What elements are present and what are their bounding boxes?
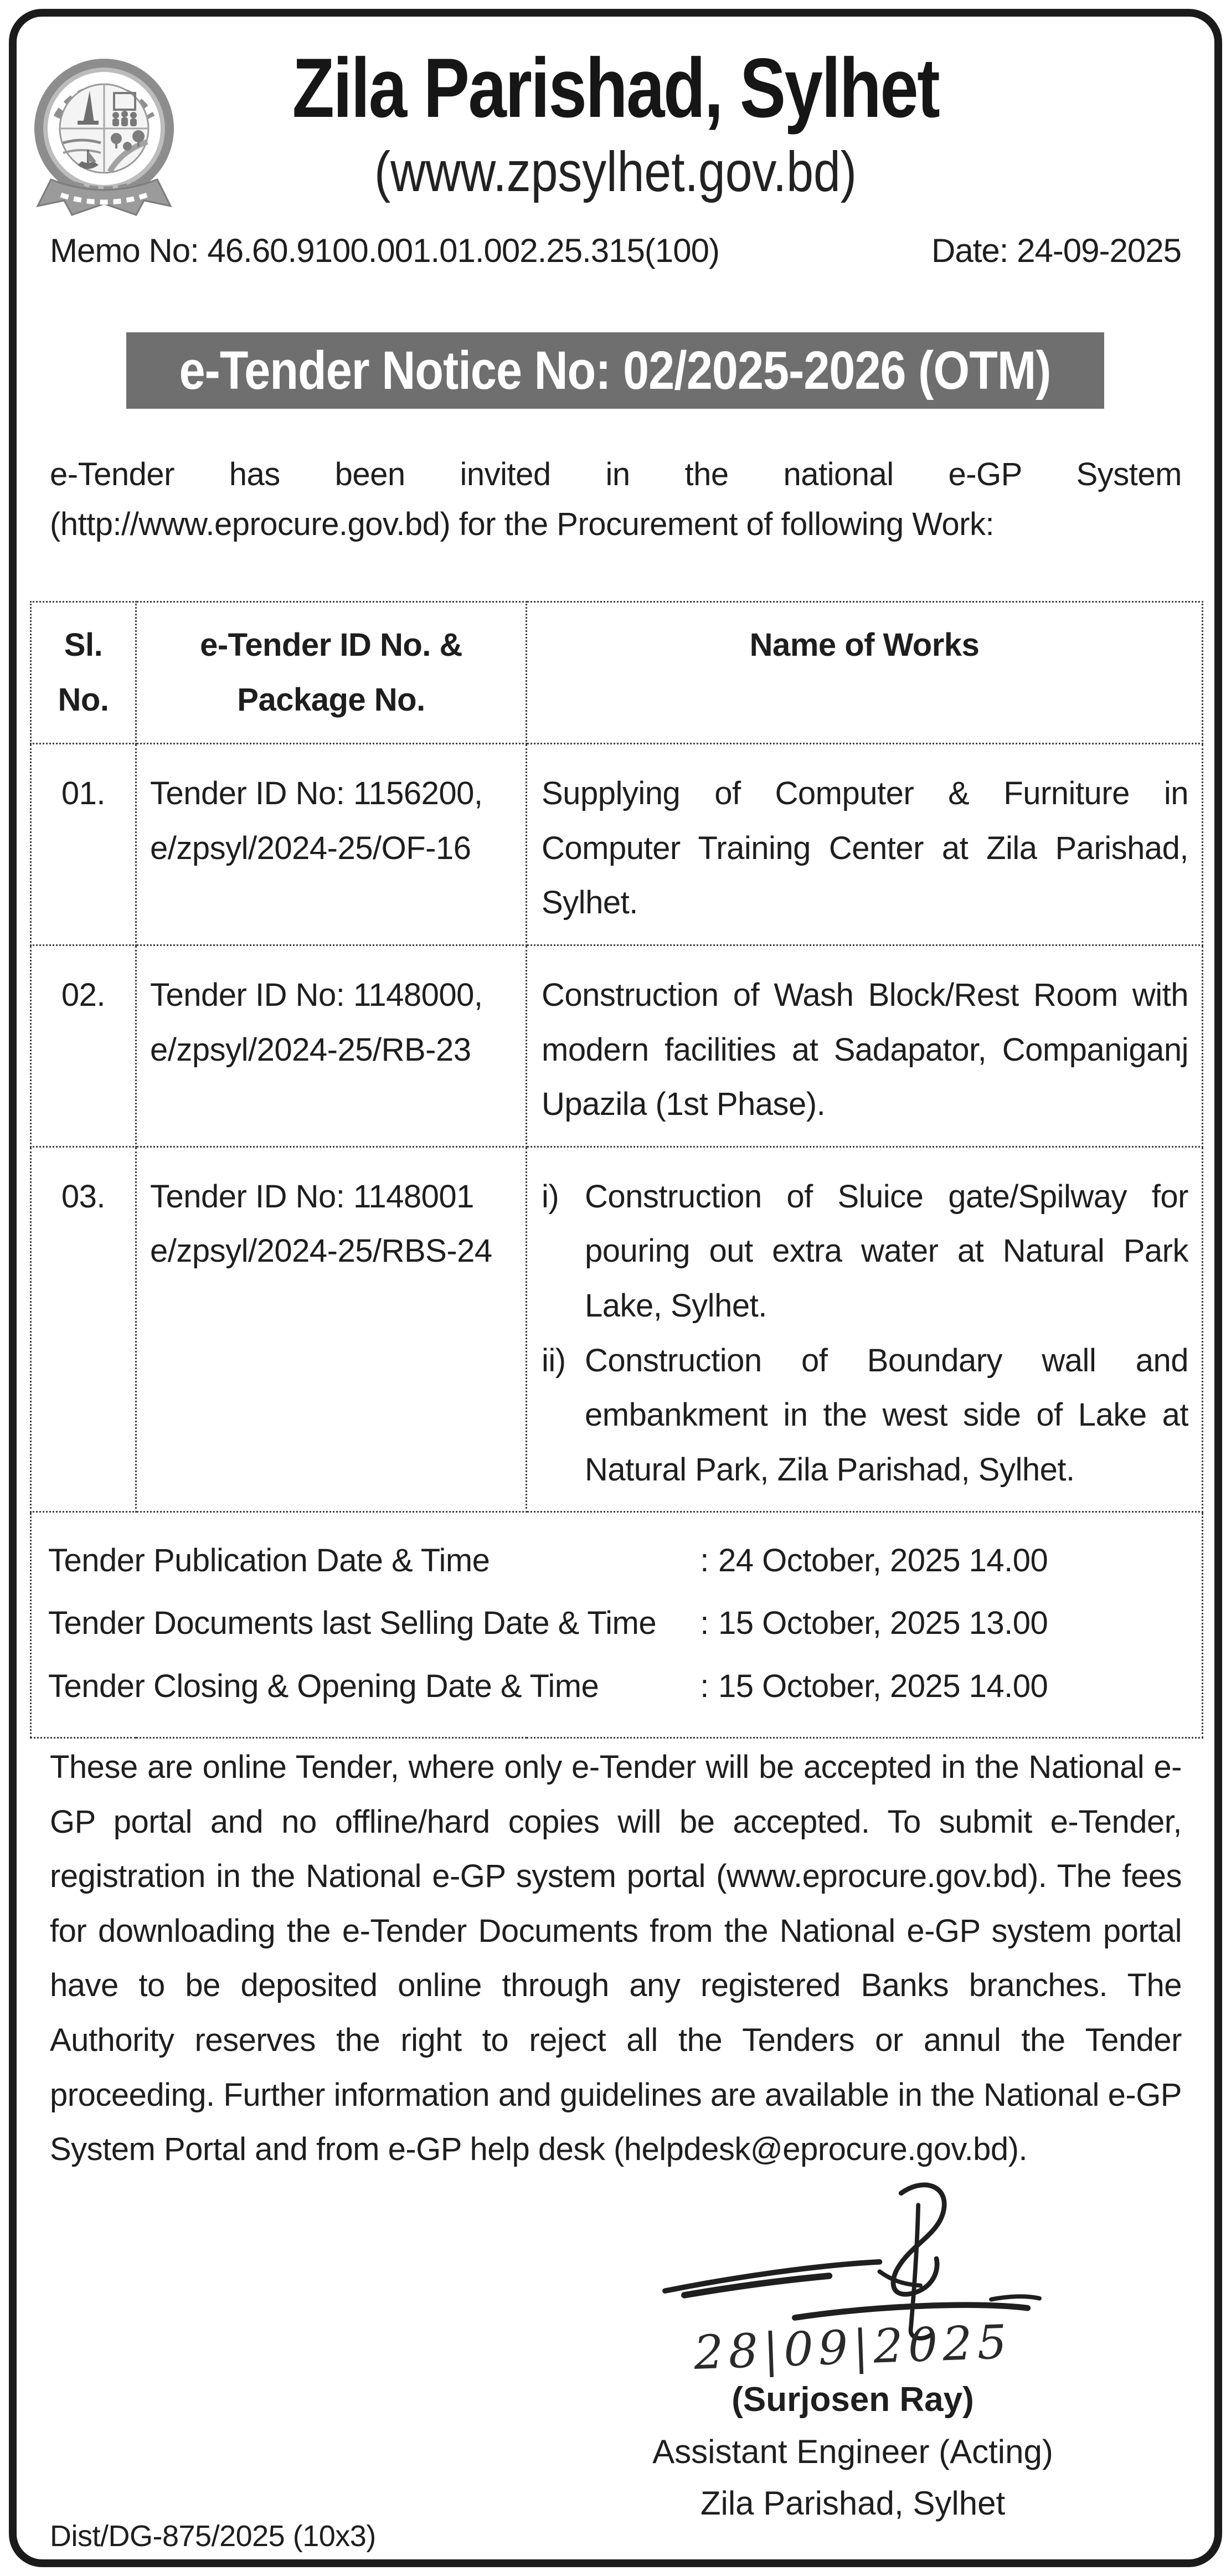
- schedule-value: 15 October, 2025 14.00: [718, 1668, 1048, 1704]
- package-no: e/zpsyl/2024-25/RBS-24: [150, 1233, 492, 1269]
- memo-number: Memo No: 46.60.9100.001.01.002.25.315(100): [50, 232, 719, 269]
- schedule-value: 24 October, 2025 14.00: [718, 1542, 1048, 1579]
- tender-id: Tender ID No: 1148001: [150, 1178, 474, 1215]
- tender-schedule-row: [31, 1512, 1203, 1737]
- tender-schedule-cell: [31, 1512, 1203, 1737]
- page-title: Zila Parishad, Sylhet: [292, 41, 939, 135]
- sl-no-cell: 02.: [31, 945, 136, 1146]
- work-description-cell: Construction of Wash Block/Rest Room with modern facilities at Sadapator, Companiganj Upazila (1st Phase).: [527, 945, 1203, 1146]
- work-item-text: Construction of Boundary wall and embankment in the west side of Lake at Natural Park, Zila Parishad, Sylhet.: [585, 1342, 1188, 1488]
- signatory-organization: Zila Parishad, Sylhet: [700, 2485, 1006, 2522]
- tender-id-cell: [136, 744, 527, 945]
- schedule-line-closing-opening: [48, 1655, 1185, 1718]
- table-header-row: [31, 602, 1203, 744]
- tender-id: Tender ID No: 1148000,: [150, 976, 483, 1013]
- schedule-label: Tender Publication Date & Time: [48, 1542, 490, 1579]
- tender-table: [30, 601, 1203, 1739]
- schedule-line-last-selling: [48, 1592, 1185, 1654]
- table-row: [31, 945, 1203, 1146]
- schedule-line-publication: [48, 1529, 1185, 1592]
- tender-id-cell: [136, 945, 527, 1146]
- table-row: [31, 744, 1203, 945]
- tender-id-cell: [136, 1146, 527, 1512]
- terms-paragraph: These are online Tender, where only e-Tender will be accepted in the National e-GP portal and no offline/hard copies will be accepted. To submit e-Tender, registration in the National e-GP system portal (www.eprocure.gov.bd). The fees for downloading the e-Tender Documents from the National e-GP system portal have to be deposited online through any registered Banks branches. The Authority reserves the right to reject all the Tenders or annul the Tender proceeding. Further information and guidelines are available in the National e-GP System Portal and from e-GP help desk (helpdesk@eprocure.gov.bd).: [50, 1749, 1182, 2168]
- intro-paragraph: e-Tender has been invited in the national e-GP System (http://www.eprocure.gov.bd) for the Procurement of following Work:: [50, 456, 1182, 542]
- work-item-text: Construction of Sluice gate/Spilway for pouring out extra water at Natural Park Lake, Sylhet.: [585, 1178, 1188, 1324]
- org-website: (www.zpsylhet.gov.bd): [374, 140, 857, 203]
- package-no: e/zpsyl/2024-25/RB-23: [150, 1031, 471, 1068]
- col-header-sl-no: Sl. No.: [31, 602, 136, 744]
- schedule-colon: :: [700, 1605, 709, 1642]
- work-item-marker: ii): [542, 1342, 566, 1379]
- sl-no-cell: 01.: [31, 744, 136, 945]
- tender-id: Tender ID No: 1156200,: [150, 775, 483, 812]
- table-row: [31, 1146, 1203, 1512]
- schedule-colon: :: [700, 1542, 709, 1579]
- schedule-value: 15 October, 2025 13.00: [718, 1605, 1048, 1642]
- distribution-reference: Dist/DG-875/2025 (10x3): [50, 2520, 376, 2553]
- col-header-name-of-works: Name of Works: [527, 602, 1203, 744]
- sl-no-cell: 03.: [31, 1146, 136, 1512]
- signature-block: [554, 2174, 1152, 2522]
- work-list-item: [542, 1170, 1188, 1334]
- work-description-cell: Supplying of Computer & Furniture in Computer Training Center at Zila Parishad, Sylhet.: [527, 744, 1203, 945]
- schedule-label: Tender Closing & Opening Date & Time: [48, 1668, 599, 1704]
- work-description-cell: [527, 1146, 1203, 1512]
- notice-banner-text: e-Tender Notice No: 02/2025-2026 (OTM): [179, 340, 1051, 400]
- schedule-colon: :: [700, 1668, 709, 1704]
- notice-banner: [126, 332, 1104, 409]
- package-no: e/zpsyl/2024-25/OF-16: [150, 830, 471, 866]
- memo-row: [50, 232, 1181, 270]
- signatory-name: (Surjosen Ray): [732, 2380, 974, 2419]
- memo-date: Date: 24-09-2025: [931, 232, 1181, 269]
- schedule-label: Tender Documents last Selling Date & Time: [48, 1605, 657, 1642]
- work-item-marker: i): [542, 1178, 559, 1215]
- work-list-item: [542, 1334, 1188, 1498]
- signatory-designation: Assistant Engineer (Acting): [652, 2433, 1053, 2470]
- handwritten-date: 28|09|2025: [693, 2315, 1013, 2380]
- col-header-tender-id-package: e-Tender ID No. & Package No.: [136, 602, 527, 744]
